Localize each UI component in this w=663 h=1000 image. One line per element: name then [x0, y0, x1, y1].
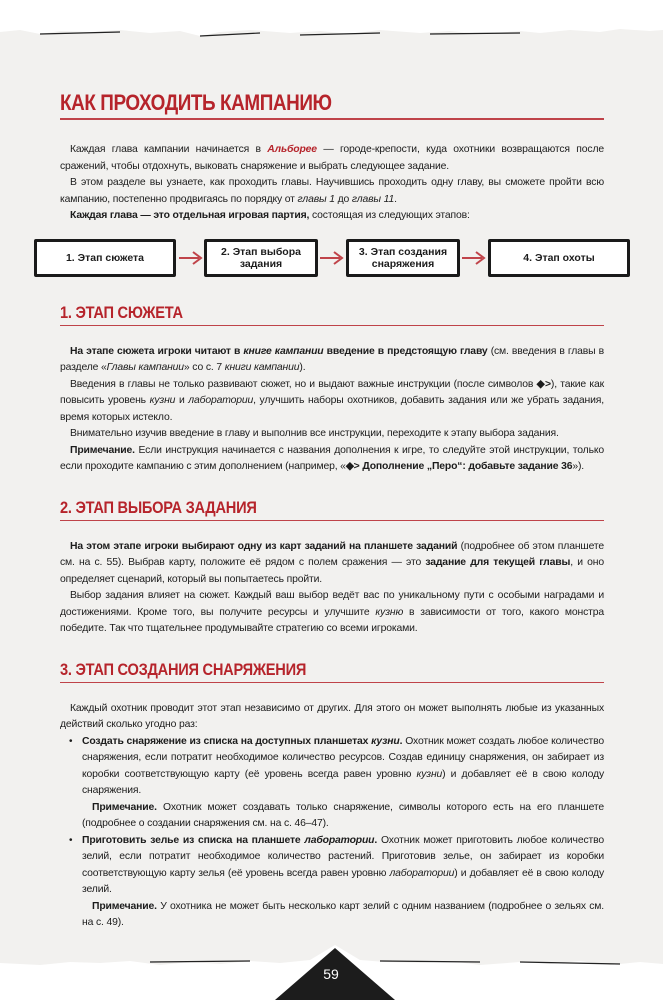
intro-paragraph-2: В этом разделе вы узнаете, как проходить главы. Научившись проходить одну главу, вы сможете пройти всю кампанию, постепенно продвигаясь по порядку от главы 1 до главы 11.: [60, 177, 604, 205]
instruction-symbol-icon: ◆>: [345, 461, 360, 472]
list-item: • Приготовить зелье из списка на планшете лаборатории. Охотник может приготовить любое количество зелий, если потратит необходимое количество растений. Приготовив зелье, он забирает из коробки соответствующую карту зелья (её уровень всегда равен уровню лаборатории) и добавляет её в свою колоду зелий. Примечание. У охотника не может быть несколько карт зелий с одним названием (подробнее о зельях см. на с. 49).: [69, 834, 604, 928]
section-underline: [60, 325, 604, 326]
story-paragraph-2: Введения в главы не только развивают сюжет, но и выдают важные инструкции (после символов ◆>), такие как повысить уровень кузни и лаборатории, улучшить наборы охотников, добавить задания или же убрать задания, время которых истекло.: [60, 378, 604, 423]
section-underline: [60, 682, 604, 683]
arrow-right-icon: [177, 249, 205, 267]
quest-paragraph-1: На этом этапе игроки выбирают одну из карт заданий на планшете заданий (подробнее об этом планшете см. на с. 55). Выбрав карту, положите её рядом с полем сражения — это задание для текущей главы, и оно определяет сценарий, который вы попытаетесь пройти.: [60, 540, 605, 585]
section-title-crafting: 3. ЭТАП СОЗДАНИЯ СНАРЯЖЕНИЯ: [60, 659, 307, 679]
quest-paragraph-2: Выбор задания влияет на сюжет. Каждый ваш выбор ведёт вас по уникальному пути с особыми наградами и достижениями. Кроме того, вы получите ресурсы и улучшите кузню в зависимости от того, какого монстра победите. Так что тщательнее продумывайте стратегию со всеми игроками.: [60, 590, 604, 634]
story-note: Примечание. Если инструкция начинается с названия дополнения к игре, то следуйте этой инструкции, только если проходите кампанию с этим дополнением (например, «◆> Дополнение „Перо“: добавьте задание 36»).: [60, 444, 604, 472]
section-title-story: 1. ЭТАП СЮЖЕТА: [60, 302, 183, 322]
intro-paragraph-1: Каждая глава кампании начинается в Альборее — городе-крепости, куда охотники возвращаются после сражений, чтобы отдохнуть, выковать снаряжение и выбрать следующее задание.: [60, 144, 604, 172]
page-title: КАК ПРОХОДИТЬ КАМПАНИЮ: [60, 90, 332, 115]
step-story: 1. Этап сюжета: [34, 239, 176, 277]
torn-top-edge: [0, 0, 663, 40]
bullet-icon: •: [69, 735, 73, 747]
bullet-icon: •: [69, 834, 73, 846]
intro-paragraph-3: Каждая глава — это отдельная игровая партия, состоящая из следующих этапов:: [70, 210, 470, 221]
section-underline: [60, 520, 604, 521]
page-number: 59: [323, 966, 339, 982]
arrow-right-icon: [460, 249, 488, 267]
instruction-symbol-icon: ◆>: [536, 378, 551, 390]
list-item: • Создать снаряжение из списка на доступных планшетах кузни. Охотник может создать любое количество снаряжения, если потратит необходимое количество ресурсов. Создав единицу снаряжения, он забирает из коробки соответствующую карту (её уровень всегда равен уровню кузни) и добавляет её в свою колоду снаряжения. Примечание. Охотник может создавать только снаряжение, символы которого есть на его планшете (подробнее о создании снаряжения см. на с. 46–47).: [69, 735, 605, 829]
crafting-actions-list: [60, 734, 604, 932]
title-underline: [60, 118, 604, 120]
step-quest-choice: 2. Этап выбора задания: [204, 239, 318, 277]
arrow-right-icon: [318, 249, 346, 267]
step-crafting: 3. Этап создания снаряжения: [346, 239, 460, 277]
step-hunt: 4. Этап охоты: [488, 239, 630, 277]
section-title-quest: 2. ЭТАП ВЫБОРА ЗАДАНИЯ: [60, 497, 257, 517]
crafting-paragraph-1: Каждый охотник проводит этот этап независимо от других. Для этого он может выполнять любые из указанных действий сколько угодно раз:: [60, 702, 604, 730]
main-content: [60, 90, 604, 932]
chapter-steps-flow: [60, 239, 604, 281]
story-paragraph-1: На этапе сюжета игроки читают в книге кампании введение в предстоящую главу (см. введения в главы в разделе «Главы кампании» со с. 7 книги кампании).: [60, 345, 605, 373]
story-paragraph-3: Внимательно изучив введение в главу и выполнив все инструкции, переходите к этапу выбора задания.: [70, 428, 559, 439]
